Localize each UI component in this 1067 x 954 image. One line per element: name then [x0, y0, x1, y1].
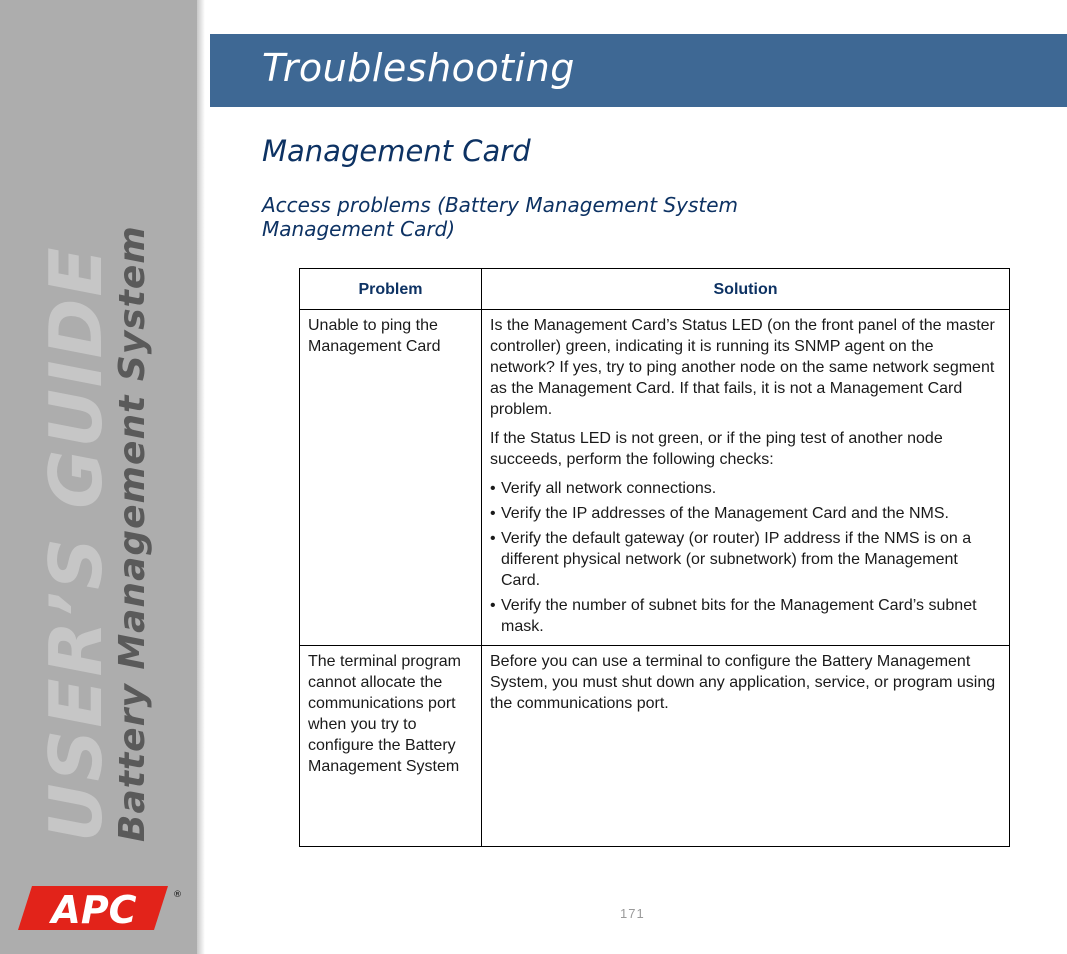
registered-mark: ®: [173, 890, 182, 900]
list-item: • Verify the number of subnet bits for the Management Card’s subnet mask.: [490, 595, 1001, 637]
page-number: 171: [620, 906, 645, 921]
table-header-row: [300, 269, 1010, 310]
left-sidebar: [0, 0, 197, 954]
problem-column-header: Problem: [300, 269, 482, 310]
checks-list: [490, 478, 1001, 637]
solution-paragraph: Is the Management Card’s Status LED (on the front panel of the master controller) green, indicating it is running its SNMP agent on the network? If yes, try to ping another node on the same network segment as the Management Card. If that fails, it is not a Management Card problem.: [490, 317, 995, 418]
solution-paragraph: Before you can use a terminal to configure the Battery Management System, you must shut down any application, service, or program using the communications port.: [490, 653, 996, 712]
solution-paragraph: If the Status LED is not green, or if the ping test of another node succeeds, perform the following checks:: [490, 430, 943, 468]
solution-column-header: Solution: [482, 269, 1010, 310]
problem-cell: Unable to ping the Management Card: [300, 310, 482, 646]
logo-text: APC: [51, 888, 137, 932]
product-name-vertical-text: Battery Management System: [112, 225, 153, 842]
sidebar-shadow: [197, 0, 205, 954]
troubleshooting-table: [299, 268, 1010, 847]
apc-logo: [18, 886, 182, 932]
table-row: [300, 310, 1010, 646]
subsection-title: Access problems (Battery Management System Management Card): [262, 193, 739, 241]
users-guide-vertical-text: USER’S GUIDE: [34, 245, 118, 842]
section-title: Management Card: [262, 134, 531, 168]
solution-cell: [482, 310, 1010, 646]
list-item: • Verify the IP addresses of the Management Card and the NMS.: [490, 503, 1001, 524]
header-band: [210, 34, 1067, 107]
table-row: [300, 646, 1010, 847]
solution-cell: [482, 646, 1010, 847]
list-item: • Verify all network connections.: [490, 478, 1001, 499]
list-item: • Verify the default gateway (or router) IP address if the NMS is on a different physical network (or subnetwork) from the Management Card.: [490, 528, 1001, 591]
problem-cell: The terminal program cannot allocate the communications port when you try to configure the Battery Management System: [300, 646, 482, 847]
page-title: Troubleshooting: [262, 46, 575, 90]
